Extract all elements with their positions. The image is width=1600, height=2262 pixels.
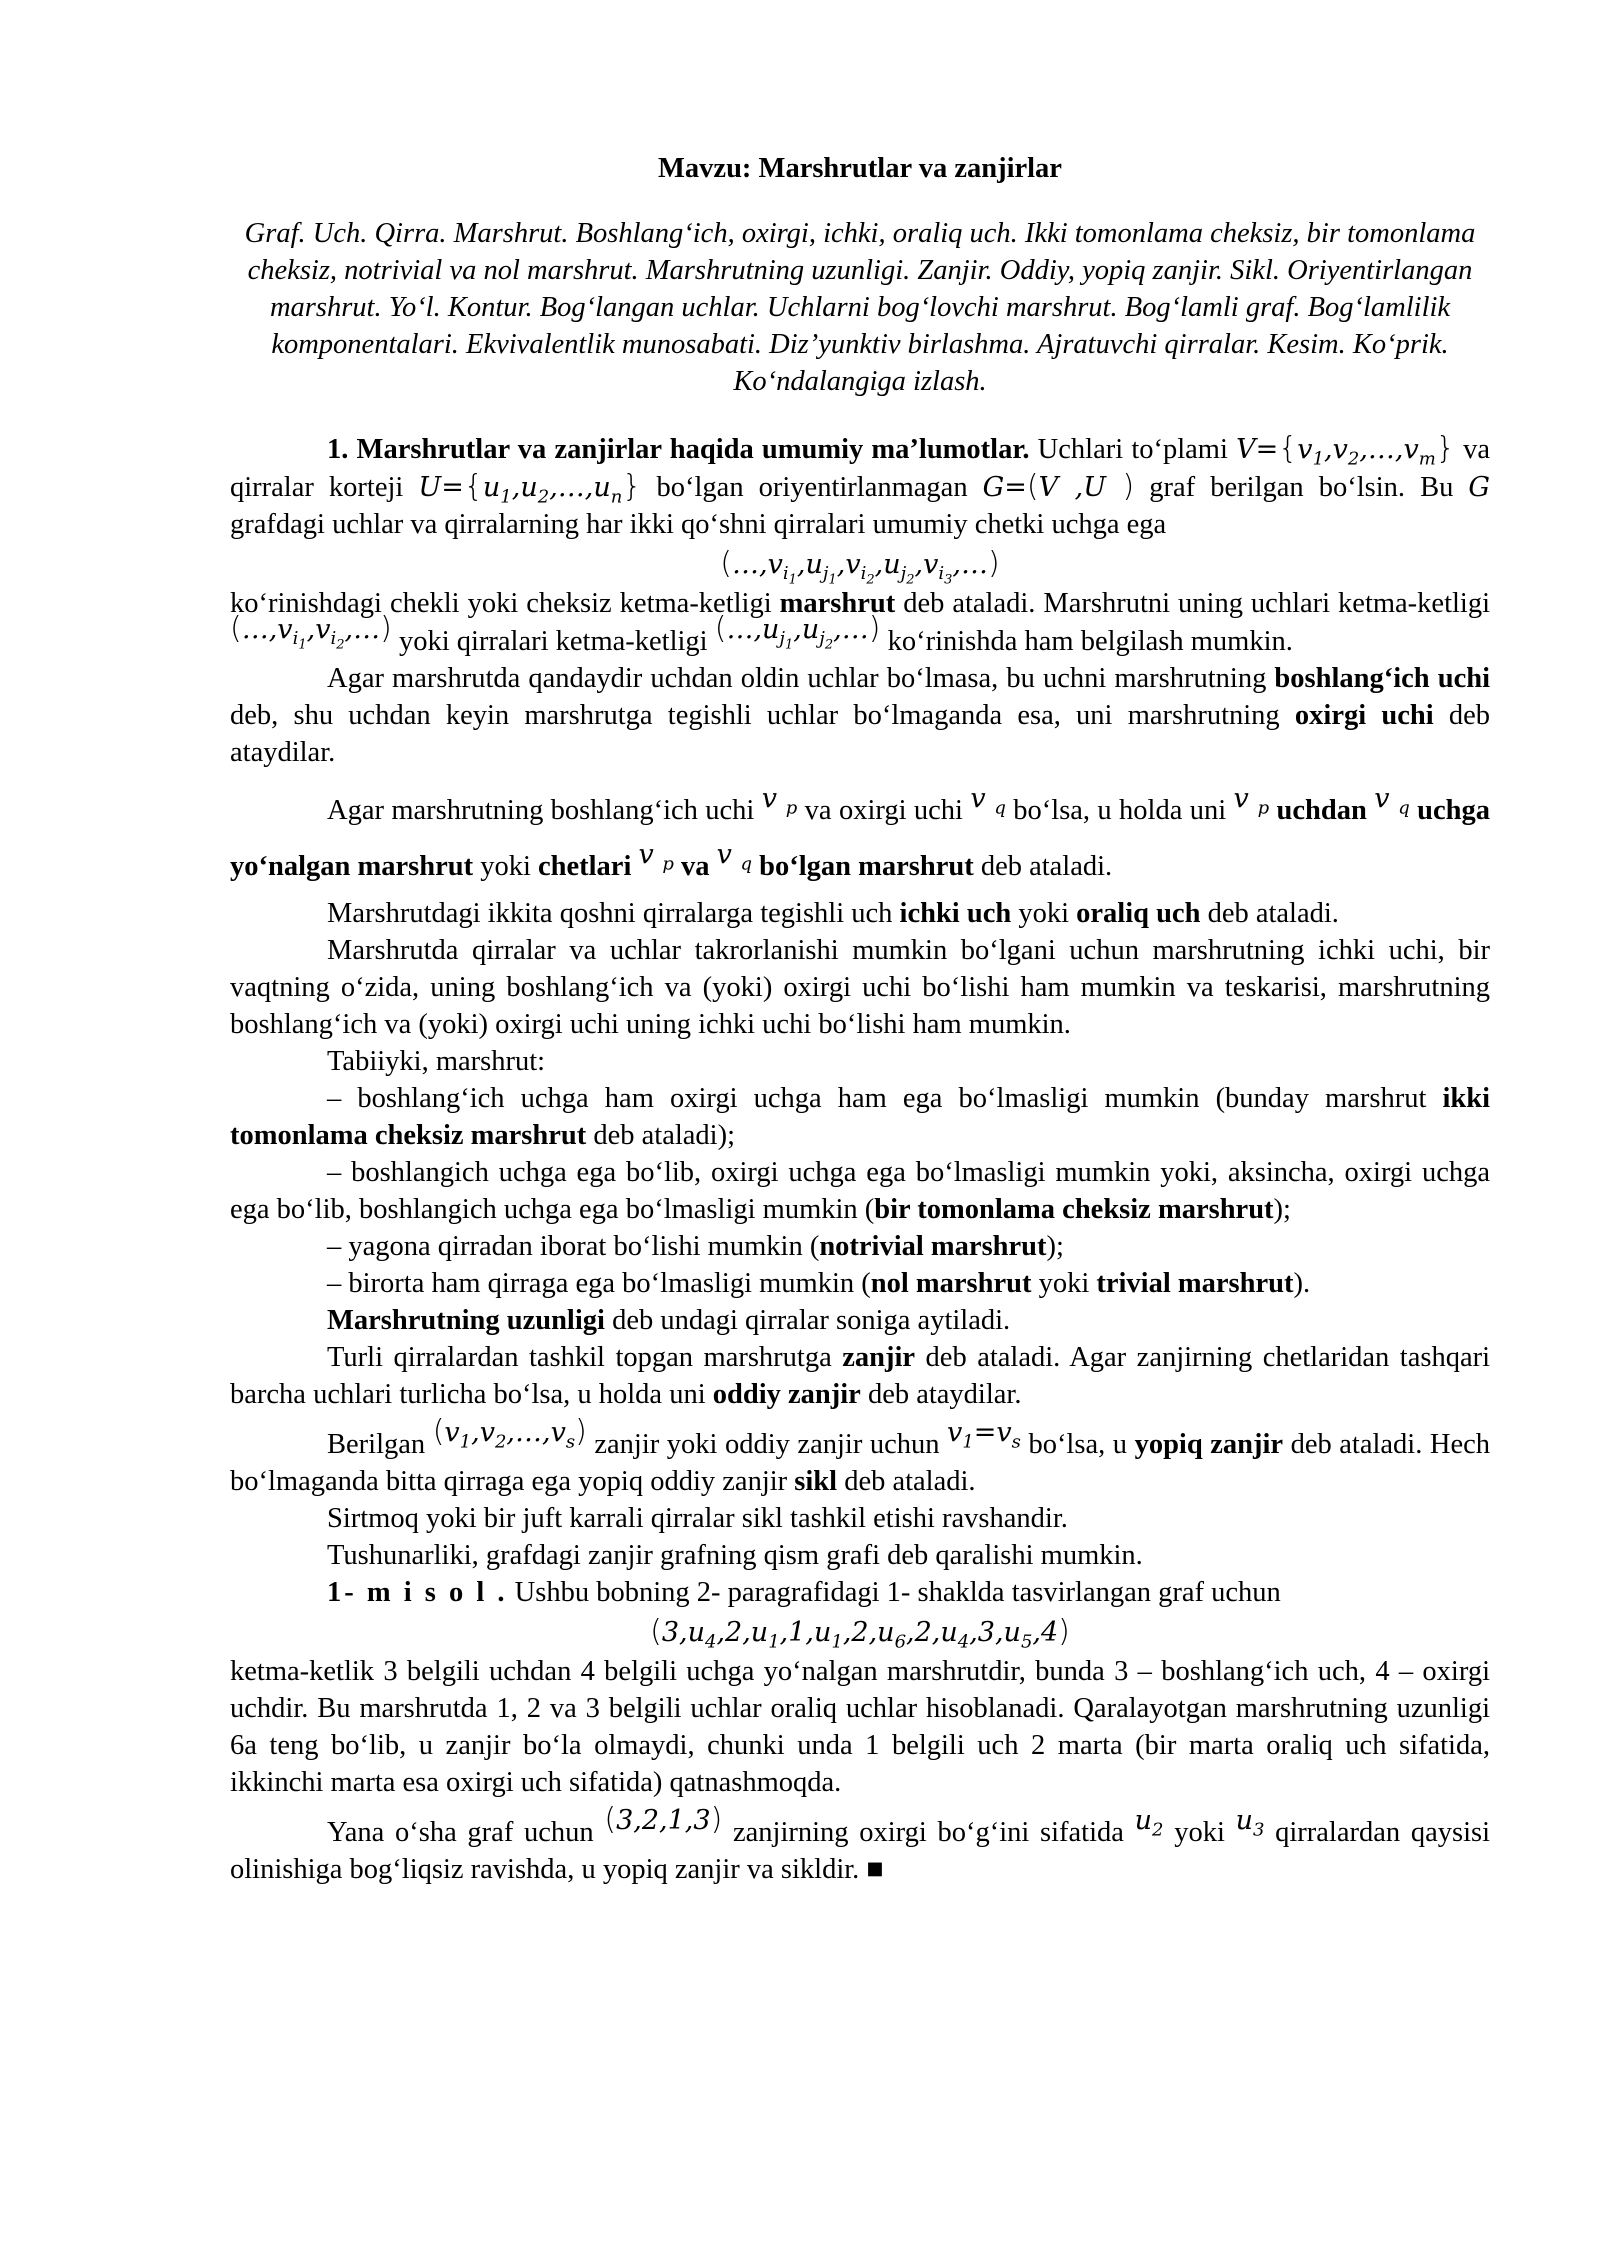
formula-cycle: (3,2,1,3) (604, 1802, 723, 1837)
formula-vertex-set: $V=\{v_1,v_2,\dots,v_m\}$ (1236, 431, 1455, 470)
formula-edge-sequence: $(\dots,u_{j_1},u_{j_2},\dots)$ (714, 611, 881, 653)
formula-edge-tuple: $U=\{u_1,u_2,\dots,u_n\}$ (418, 469, 642, 508)
paragraph-4: Agar marshrutning boshlang‘ich uchi v $_p$ va oxirgi uchi v $_q$ bo‘lsa, u holda uni v $_p$ uchdan v $_q$ uchga yo‘nalgan marshrut yoki chetlari v $_p$ va v $_q$ bo‘lgan marshrut deb ataladi. (230, 783, 1491, 882)
formula-vertex-sequence: $(\dots,v_{i_1},v_{i_2},\dots)$ (230, 611, 392, 653)
list-item-4: – birorta ham qirraga ega bo‘lmasligi mumkin (nol marshrut yoki trivial marshrut). (327, 1268, 1311, 1299)
paragraph-6: Marshrutda qirralar va uchlar takrorlanishi mumkin bo‘lgani uchun marshrutning ichki uchi, bir vaqtning o‘zida, uning boshlang‘ich va (yoki) oxirgi uchi bo‘lishi ham mumkin va teskarisi, marshrutning boshlang‘ich va (yoki) oxirgi uchi uning ichki uchi bo‘lishi ham mumkin. (230, 935, 1490, 1040)
list-item-2: – boshlangich uchga ega bo‘lib, oxirgi uchga ega bo‘lmasligi mumkin yoki, aksincha, oxirgi uchga ega bo‘lib, boshlangich uchga ega bo‘lmasligi mumkin (bir tomonlama cheksiz marshrut); (230, 1157, 1490, 1225)
paragraph-5: Marshrutdagi ikkita qoshni qirralarga tegishli uch ichki uch yoki oraliq uch deb ataladi. (327, 898, 1339, 929)
end-of-proof-icon: ■ (866, 1854, 884, 1885)
paragraph-13: Yana o‘sha graf uchun (3,2,1,3) zanjirning oxirgi bo‘g‘ini sifatida $u_2$ yoki $u_3$ qirralardan qaysisi olinishiga bog‘liqsiz ravishda, u yopiq zanjir va sikldir. ■ (230, 1802, 1491, 1885)
formula-closed-condition: $v_1=v_s$ (947, 1417, 1021, 1453)
example-1: 1- m i s o l . Ushbu bobning 2- paragrafidagi 1- shaklda tasvirlangan graf uchun (327, 1577, 1281, 1608)
paragraph-11: Sirtmoq yoki bir juft karrali qirralar sikl tashkil etishi ravshandir. (327, 1503, 1068, 1534)
formula-graph: G=(V ,U ) (982, 469, 1135, 504)
example-explanation: ketma-ketlik 3 belgili uchdan 4 belgili uchga yo‘nalgan marshrutdir, bunda 3 – boshlang‘ich uch, 4 – oxirgi uchdir. Bu marshrutda 1, 2 va 3 belgili uchlar oraliq uchlar hisoblanadi. Qaralayotgan marshrutning uzunligi 6a teng bo‘lib, u zanjir bo‘la olmaydi, chunki unda 1 belgili uch 2 marta (bir marta oraliq uch sifatida, ikkinchi marta esa oxirgi uch sifatida) qatnashmoqda. (230, 1656, 1490, 1798)
formula-g: G (1468, 472, 1490, 503)
paragraph-8: Marshrutning uzunligi deb undagi qirralar soniga aytiladi. (327, 1305, 1011, 1336)
document-page (230, 150, 1490, 1888)
paragraph-7: Tabiiyki, marshrut: (327, 1046, 546, 1077)
paragraph-12: Tushunarliki, grafdagi zanjir grafning qism grafi deb qaralishi mumkin. (327, 1540, 1143, 1571)
paragraph-1: 1. Marshrutlar va zanjirlar haqida umumiy ma’lumotlar. Uchlari to‘plami $V=\{v_1,v_2,\dots,v_m\}$ va qirralar korteji $U=\{u_1,u_2,\dots,u_n\}$ bo‘lgan oriyentirlanmagan G=(V ,U ) graf berilgan bo‘lsin. Bu G grafdagi uchlar va qirralarning har ikki qo‘shni qirralari umumiy chetki uchga ega (230, 431, 1490, 540)
paragraph-3: Agar marshrutda qandaydir uchdan oldin uchlar bo‘lmasa, bu uchni marshrutning boshlang‘ich uchi deb, shu uchdan keyin marshrutga tegishli uchlar bo‘lmaganda esa, uni marshrutning oxirgi uchi deb ataydilar. (230, 663, 1491, 768)
list-item-1: – boshlang‘ich uchga ham oxirgi uchga ham ega bo‘lmasligi mumkin (bunday marshrut ikki tomonlama cheksiz marshrut deb ataladi); (230, 1083, 1490, 1151)
formula-example-route: $(3,u_4,2,u_1,1,u_1,2,u_6,2,u_4,3,u_5,4)$ (650, 1614, 1070, 1653)
paragraph-9: Turli qirralardan tashkil topgan marshrutga zanjir deb ataladi. Agar zanjirning chetlaridan tashqari barcha uchlari turlicha bo‘lsa, u holda uni oddiy zanjir deb ataydilar. (230, 1342, 1491, 1410)
formula-route-sequence: $(\dots,v_{i_1},u_{j_1},v_{i_2},u_{j_2},v_{i_3},\dots)$ (720, 546, 1000, 588)
paragraph-10: Berilgan $(v_1,v_2,\dots,v_s)$ zanjir yoki oddiy zanjir uchun $v_1=v_s$ bo‘lsa, u yopiq zanjir deb ataladi. Hech bo‘lmaganda bitta qirraga ega yopiq oddiy zanjir sikl deb ataladi. (230, 1414, 1491, 1497)
section-heading: 1. Marshrutlar va zanjirlar haqida umumiy ma’lumotlar. (327, 434, 1030, 465)
example-label: 1- m i s o l . (327, 1577, 508, 1608)
keywords-abstract: Graf. Uch. Qirra. Marshrut. Boshlang‘ich, oxirgi, ichki, oraliq uch. Ikki tomonlama cheksiz, bir tomonlama cheksiz, notrivial va nol marshrut. Marshrutning uzunligi. Zanjir. Oddiy, yopiq zanjir. Sikl. Oriyentirlangan marshrut. Yo‘l. Kontur. Bog‘langan uchlar. Uchlarni bog‘lovchi marshrut. Bog‘lamli graf. Bog‘lamlilik komponentalari. Ekvivalentlik munosabati. Diz’yunktiv birlashma. Ajratuvchi qirralar. Kesim. Ko‘prik. Ko‘ndalangiga izlash. (244, 218, 1476, 397)
document-title: Mavzu: Marshrutlar va zanjirlar (658, 153, 1062, 184)
paragraph-2: ko‘rinishdagi chekli yoki cheksiz ketma-ketligi marshrut deb ataladi. Marshrutni uning uchlari ketma-ketligi $(\dots,v_{i_1},v_{i_2},\dots)$ yoki qirralari ketma-ketligi $(\dots,u_{j_1},u_{j_2},\dots)$ ko‘rinishda ham belgilash mumkin. (230, 588, 1490, 657)
formula-chain: $(v_1,v_2,\dots,v_s)$ (432, 1414, 587, 1453)
list-item-3: – yagona qirradan iborat bo‘lishi mumkin (notrivial marshrut); (327, 1231, 1064, 1262)
